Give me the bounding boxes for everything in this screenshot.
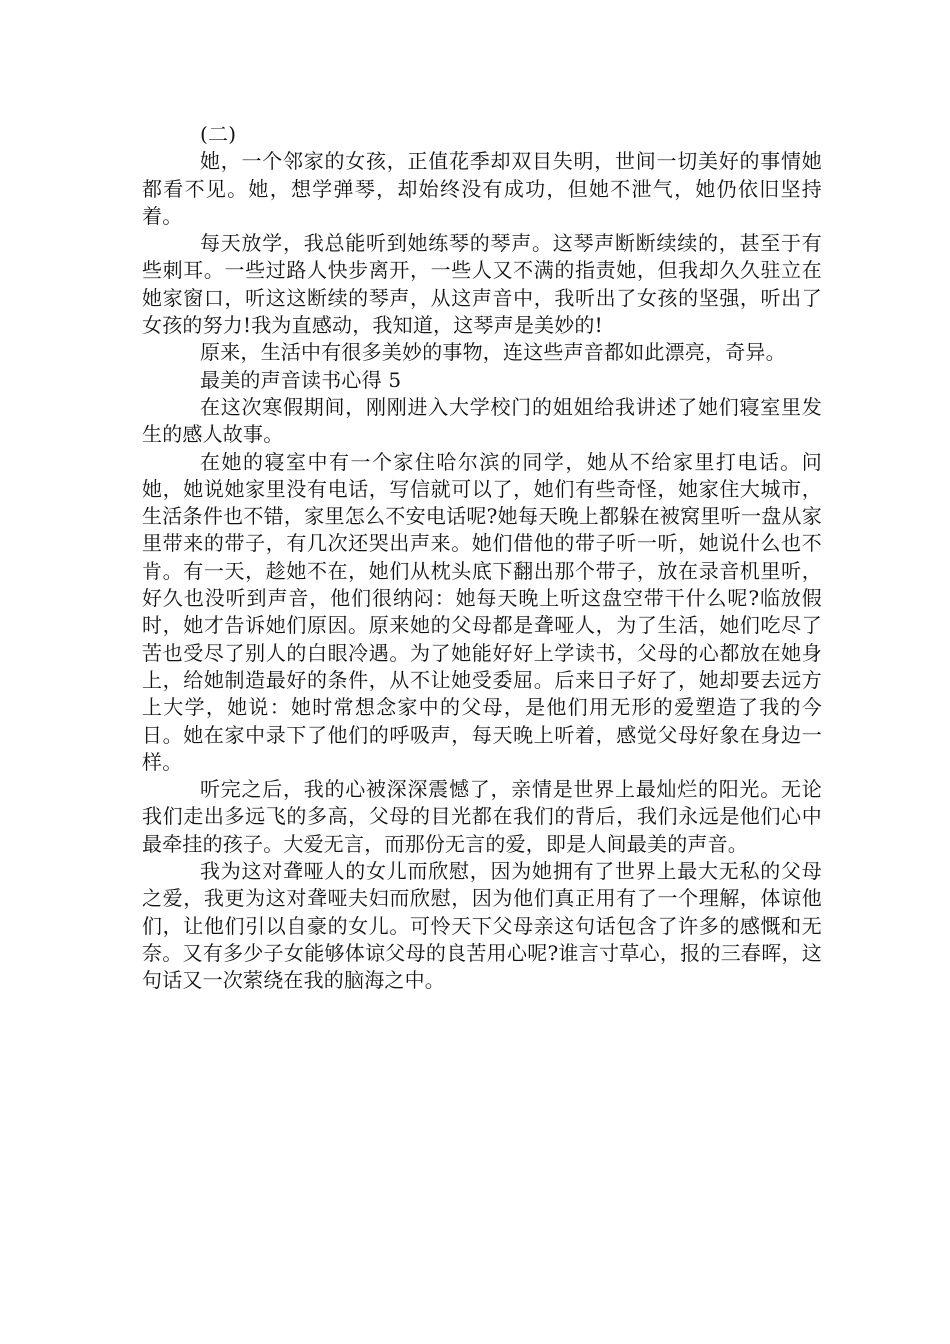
paragraph: 我为这对聋哑人的女儿而欣慰，因为她拥有了世界上最大无私的父母之爱，我更为这对聋哑夫妇而欣慰，因为他们真正用有了一个理解，体谅他们，让他们引以自豪的女儿。可怜天下父母亲这句话包含了许多的感慨和无奈。又有多少子女能够体谅父母的良苦用心呢?谁言寸草心，报的三春晖，这句话又一次萦绕在我的脑海之中。 [142,859,822,993]
section-marker: (二) [200,122,237,146]
paragraph: 在她的寝室中有一个家住哈尔滨的同学，她从不给家里打电话。问她，她说她家里没有电话，写信就可以了，她们有些奇怪，她家住大城市，生活条件也不错，家里怎么不安电话呢?她每天晚上都躲在被窝里听一盘从家里带来的带子，有几次还哭出声来。她们借他的带子听一听，她说什么也不肯。有一天，趁她不在，她们从枕头底下翻出那个带子，放在录音机里听，好久也没听到声音，他们很纳闷：她每天晚上听这盘空带干什么呢?临放假时，她才告诉她们原因。原来她的父母都是聋哑人，为了生活，她们吃尽了苦也受尽了别人的白眼冷遇。为了她能好好上学读书，父母的心都放在她身上，给她制造最好的条件，从不让她受委屈。后来日子好了，她却要去远方上大学，她说：她时常想念家中的父母，是他们用无形的爱塑造了我的今日。她在家中录下了他们的呼吸声，每天晚上听着，感觉父母好象在身边一样。 [142,449,822,774]
section-title: 最美的声音读书心得 5 [200,367,402,392]
paragraph: 她，一个邻家的女孩，正值花季却双目失明，世间一切美好的事情她都看不见。她，想学弹琴，却始终没有成功，但她不泄气，她仍依旧坚持着。 [142,149,822,228]
document-body [142,121,822,995]
paragraph: 在这次寒假期间，刚刚进入大学校门的姐姐给我讲述了她们寝室里发生的感人故事。 [142,394,822,447]
paragraph: 每天放学，我总能听到她练琴的琴声。这琴声断断续续的，甚至于有些刺耳。一些过路人快步离开，一些人又不满的指责她，但我却久久驻立在她家窗口，听这这断续的琴声，从这声音中，我听出了女孩的坚强，听出了女孩的努力!我为直感动，我知道，这琴声是美妙的! [142,231,822,338]
paragraph: 原来，生活中有很多美妙的事物，连这些声音都如此漂亮，奇异。 [200,340,786,365]
paragraph: 听完之后，我的心被深深震憾了，亲情是世界上最灿烂的阳光。无论我们走出多远飞的多高，父母的目光都在我们的背后，我们永远是他们心中最牵挂的孩子。大爱无言，而那份无言的爱，即是人间最美的声音。 [142,777,822,856]
